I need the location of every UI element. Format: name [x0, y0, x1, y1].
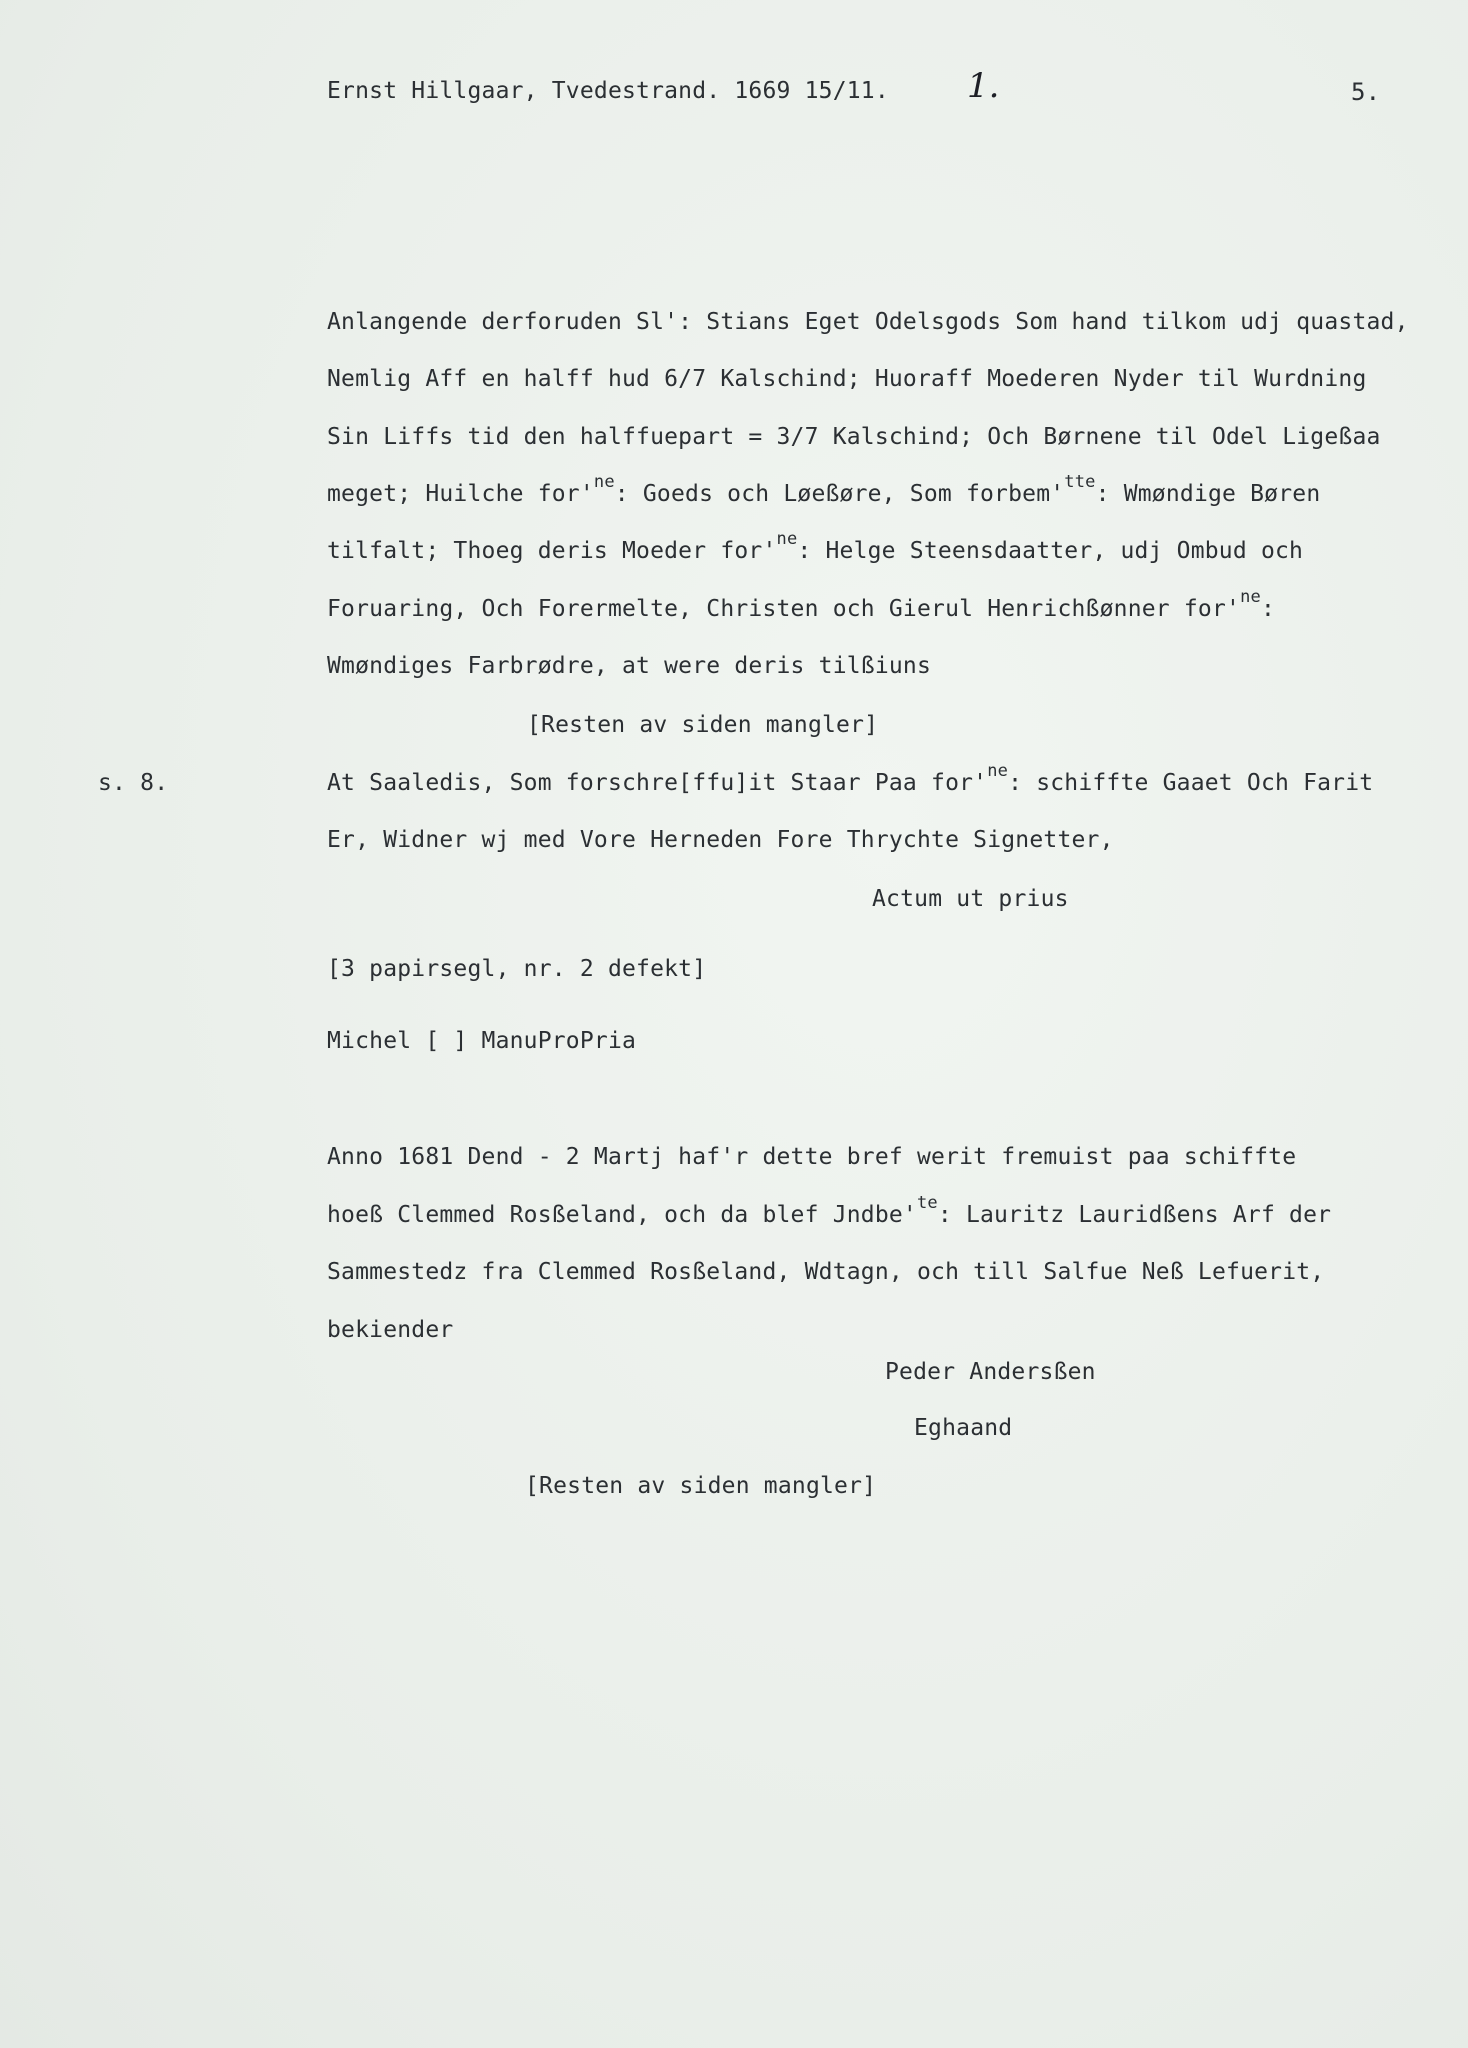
- missing-note-2: [Resten av siden mangler]: [525, 1473, 877, 1499]
- paragraph1-line: [327, 307, 1409, 337]
- paragraph1-line: [327, 471, 1321, 511]
- handwritten-number: 1.: [967, 66, 1000, 106]
- text-run: bekiender: [327, 1316, 454, 1343]
- paragraph1-line: [327, 364, 1367, 394]
- paragraph3-line: [327, 1142, 1296, 1172]
- text-run: : Goeds och Løeßøre, Som forbem': [614, 480, 1065, 507]
- signer-name: Peder Andersßen: [885, 1359, 1096, 1385]
- text-run: Anlangende derforuden Sl': Stians Eget Odelsgods Som hand tilkom udj quastad,: [327, 309, 1409, 335]
- text-run: :: [1260, 595, 1276, 622]
- text-run: hoeß Clemmed Rosßeland, och da blef Jndbe': [327, 1201, 917, 1228]
- text-run: Foruaring, Och Forermelte, Christen och Gierul Henrichßønner for': [327, 595, 1241, 622]
- text-run: Wmøndiges Farbrødre, at were deris tilßiuns: [327, 652, 932, 679]
- paragraph1-line: [327, 651, 931, 681]
- text-run: : Lauritz Lauridßens Arf der: [937, 1201, 1332, 1228]
- page-number: 5.: [1351, 78, 1381, 106]
- superscript: ne: [987, 761, 1009, 781]
- text-run: : Wmøndige Børen: [1095, 480, 1321, 507]
- text-run: At Saaledis, Som forschre[ffu]it Staar Paa for': [327, 770, 988, 796]
- missing-note-1: [Resten av siden mangler]: [527, 712, 879, 738]
- signer-note: Eghaand: [914, 1415, 1013, 1441]
- text-run: : Helge Steensdaatter, udj Ombud och: [797, 538, 1304, 565]
- paragraph3-line: [327, 1192, 1332, 1232]
- superscript: tte: [1064, 471, 1096, 492]
- seal-note: [3 papirsegl, nr. 2 defekt]: [327, 956, 707, 982]
- superscript: ne: [593, 471, 615, 492]
- paragraph1-line: [327, 586, 1276, 626]
- superscript: ne: [1240, 586, 1261, 607]
- text-run: tilfalt; Thoeg deris Moeder for': [327, 538, 777, 565]
- paragraph1-line: [327, 422, 1381, 452]
- text-run: Sammestedz fra Clemmed Rosßeland, Wdtagn, och till Salfue Neß Lefuerit,: [327, 1259, 1325, 1285]
- paragraph3-line: [327, 1315, 453, 1345]
- text-run: Nemlig Aff en halff hud 6/7 Kalschind; Huoraff Moederen Nyder til Wurdning: [327, 366, 1367, 393]
- text-run: meget; Huilche for': [327, 480, 594, 507]
- header-title: Ernst Hillgaar, Tvedestrand. 1669 15/11.: [327, 78, 889, 104]
- paragraph2-line: [327, 761, 1374, 800]
- text-run: Er, Widner wj med Vore Herneden Fore Thrychte Signetter,: [327, 827, 1114, 853]
- actum-line: Actum ut prius: [872, 886, 1069, 912]
- paragraph2-line: [327, 825, 1114, 855]
- paragraph1-line: [327, 529, 1304, 568]
- text-run: Anno 1681 Dend - 2 Martj haf'r dette bref werit fremuist paa schiffte: [327, 1144, 1297, 1170]
- superscript: ne: [776, 529, 798, 550]
- text-run: Sin Liffs tid den halffuepart = 3/7 Kalschind; Och Børnene til Odel Ligeßaa: [327, 423, 1381, 450]
- superscript: te: [916, 1192, 938, 1213]
- signature-line: Michel [ ] ManuProPria: [327, 1028, 637, 1054]
- paragraph3-line: [327, 1257, 1324, 1287]
- section-label: s. 8.: [98, 770, 169, 796]
- text-run: : schiffte Gaaet Och Farit: [1008, 770, 1374, 796]
